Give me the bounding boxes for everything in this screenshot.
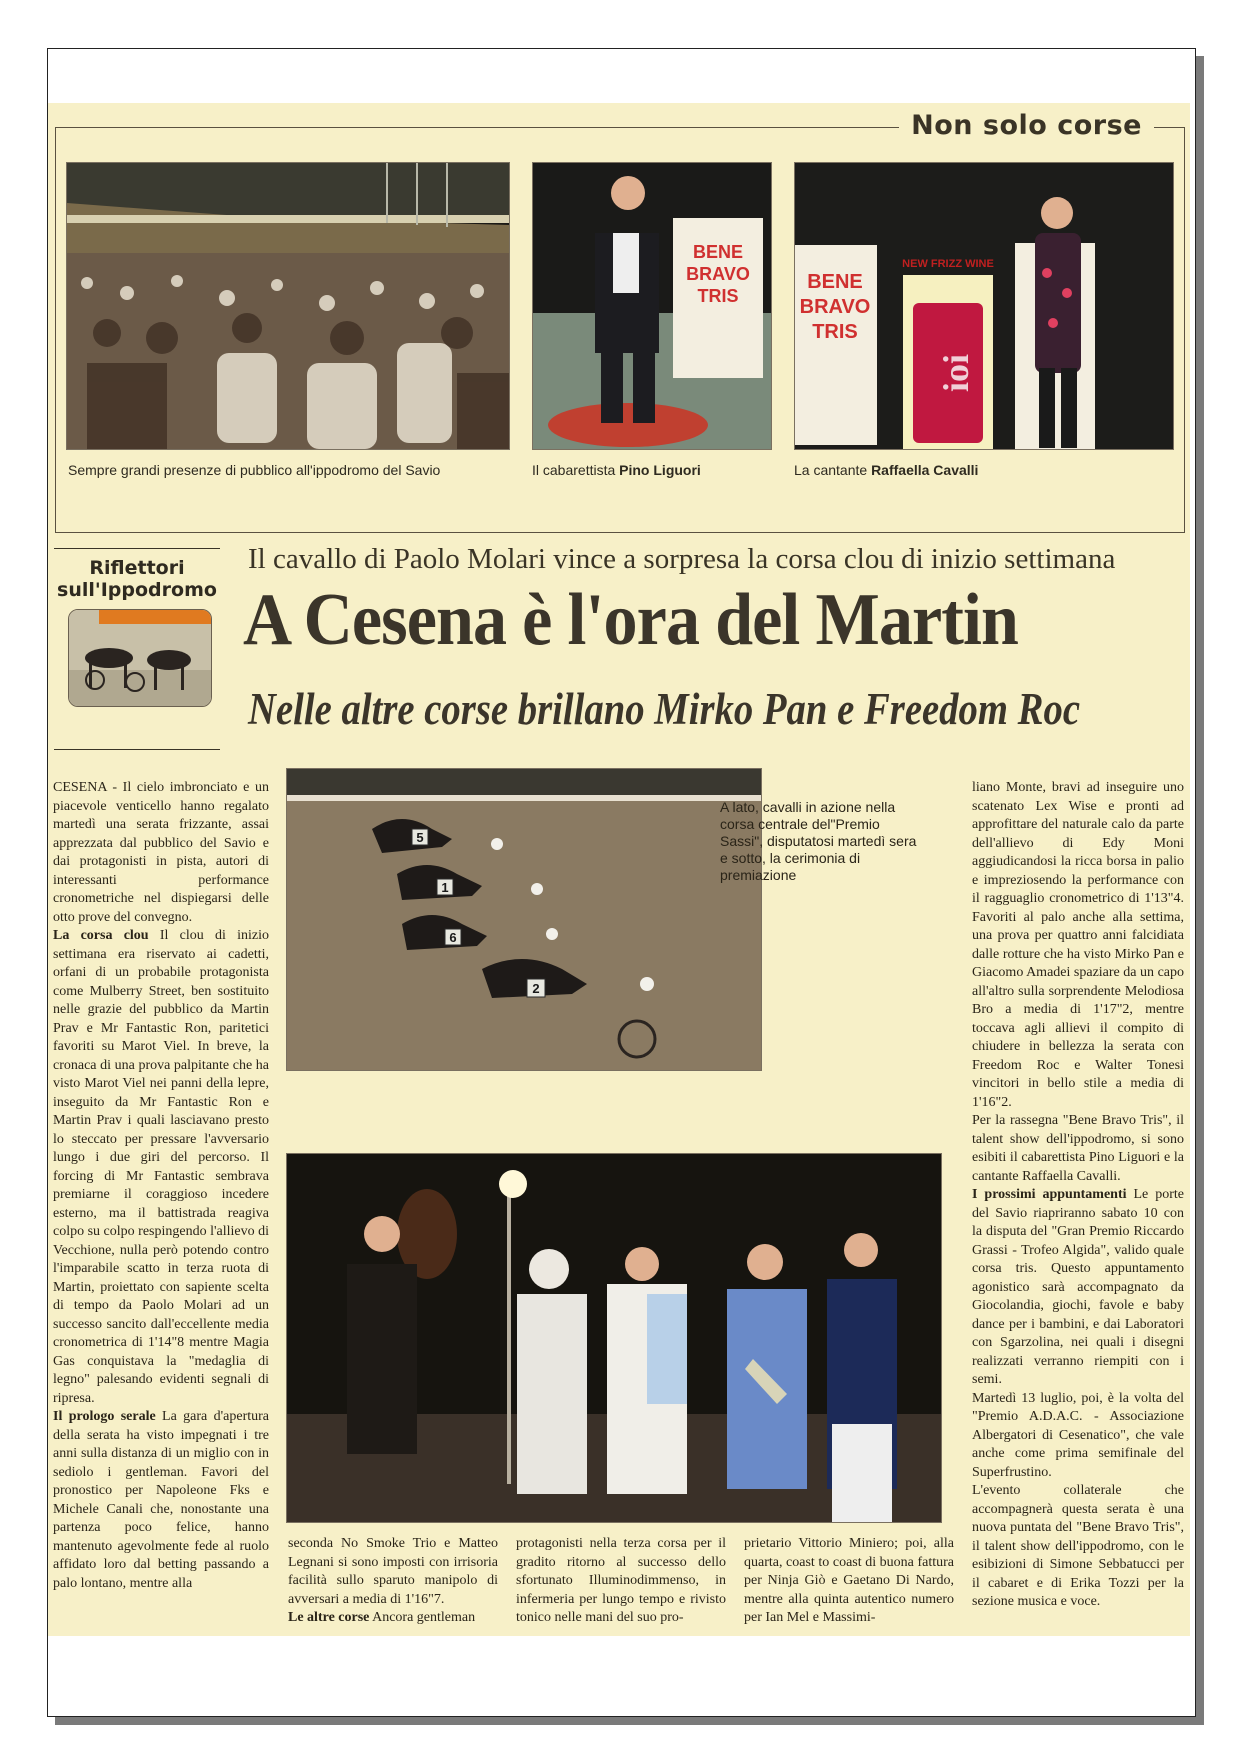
bene-sign-text-2: BENE bbox=[807, 271, 863, 293]
comedian-name: Pino Liguori bbox=[619, 462, 701, 478]
kicker-photo bbox=[68, 609, 212, 707]
paragraph-text: L'evento collaterale che accompagnerà questa serata è una nuova puntata del "Bene Bravo Tris", il talent show dell'ippodromo, con le esibizioni di Simone Sebbatucci per il cabaret e di Erika Tozzi per la sezione musica e voce. bbox=[972, 1483, 1184, 1609]
paragraph-lead: Le altre corse bbox=[288, 1610, 370, 1625]
comedian-caption-text: Il cabarettista bbox=[532, 462, 620, 478]
horse-number-5: 5 bbox=[416, 830, 424, 845]
ceremony-photo bbox=[286, 1153, 942, 1523]
bravo-sign-text-2: BRAVO bbox=[799, 296, 871, 318]
article-paragraph bbox=[972, 1390, 1184, 1483]
bravo-sign-text: BRAVO bbox=[686, 264, 750, 284]
paragraph-text: Le porte del Savio riapriranno sabato 10 con la disputa del "Gran Premio Riccardo Grassi - Trofeo Algida", valido quale corsa tris. Questo appuntamento agonistico sarà accompagnato da Giocolandia, giochi, favole e baby dance per i bambini, e dai Laboratori con Sgarzolina, nei quali i disegni realizzati verranno riempiti con i semi. bbox=[972, 1187, 1184, 1387]
tris-sign-text: TRIS bbox=[697, 286, 739, 306]
frizz-wine-text: NEW FRIZZ WINE bbox=[902, 258, 994, 270]
kicker-box bbox=[54, 548, 220, 750]
paragraph-lead: La corsa clou bbox=[53, 928, 149, 943]
horse-number-1: 1 bbox=[441, 880, 449, 895]
singer-photo bbox=[794, 162, 1174, 450]
article-paragraph bbox=[972, 779, 1184, 1112]
article-paragraph bbox=[288, 1609, 498, 1628]
singer-caption-text: La cantante bbox=[794, 462, 872, 478]
comedian-photo bbox=[532, 162, 772, 450]
article-paragraph bbox=[53, 927, 269, 1408]
article-paragraph bbox=[53, 1408, 269, 1593]
can-brand-text: ioi bbox=[936, 353, 976, 393]
paragraph-text: Per la rassegna "Bene Bravo Tris", il talent show dell'ippodromo, si sono esibiti il cabarettista Pino Liguori e la cantante Raffaella Cavalli. bbox=[972, 1113, 1184, 1184]
non-solo-corse-box bbox=[55, 110, 1185, 533]
paragraph-text: protagonisti nella terza corsa per il gradito ritorno al successo dello sfortunato Illuminodimmenso, in infermeria per lungo tempo e rivisto tonico nelle mani del suo pro- bbox=[516, 1536, 726, 1625]
article-paragraph bbox=[516, 1535, 726, 1628]
article-paragraph bbox=[972, 1482, 1184, 1612]
subhead: Nelle altre corse brillano Mirko Pan e Freedom Roc bbox=[248, 684, 1080, 734]
kicker: Riflettori sull'Ippodromo bbox=[57, 557, 217, 601]
paragraph-text: La gara d'apertura della serata ha visto impegnati i tre anni sulla distanza di un miglio con in sediolo i gentleman. Favori del pronostico per Napoleone Fks e Michele Canali che, nonostante una partenza poco felice, hanno mantenuto agevolmente fede al ruolo affidato loro dal betting passando a palo lontano, mentre alla bbox=[53, 1409, 269, 1591]
paragraph-lead: Il prologo serale bbox=[53, 1409, 156, 1424]
article-paragraph bbox=[288, 1535, 498, 1609]
race-photo bbox=[286, 768, 762, 1071]
horse-number-6: 6 bbox=[449, 930, 457, 945]
article-paragraph bbox=[744, 1535, 954, 1628]
tris-sign-text-2: TRIS bbox=[812, 321, 858, 343]
comedian-caption bbox=[532, 462, 701, 478]
article-paragraph bbox=[972, 1112, 1184, 1186]
singer-caption bbox=[794, 462, 978, 478]
article-column-5 bbox=[972, 779, 1184, 1612]
crowd-caption-text: Sempre grandi presenze di pubblico all'ippodromo del Savio bbox=[68, 462, 441, 478]
article-paragraph bbox=[972, 1186, 1184, 1390]
article-column-1 bbox=[53, 779, 269, 1593]
paragraph-text: Ancora gentleman bbox=[369, 1610, 476, 1625]
article-column-4 bbox=[744, 1535, 954, 1628]
paragraph-text: Martedì 13 luglio, poi, è la volta del "Premio A.D.A.C. - Associazione Albergatori di Cesenatico", che vale anche come prima semifinale del Superfrustino. bbox=[972, 1390, 1184, 1480]
horse-number-2: 2 bbox=[532, 981, 540, 996]
crowd-caption bbox=[68, 462, 440, 478]
headline: A Cesena è l'ora del Martin bbox=[243, 579, 1018, 661]
newspaper-clipping bbox=[48, 103, 1190, 1636]
article-column-2 bbox=[288, 1535, 498, 1628]
article-paragraph bbox=[53, 779, 269, 927]
paragraph-text: Il clou di inizio settimana era riservato ai cadetti, orfani di un probabile protagonista come Mulberry Street, ben sostituito nelle grazie del pubblico da Martin Prav e Mr Fantastic Ron, paritetici favoriti su Marot Viel. In breve, la cronaca di una prova palpitante che ha visto Marot Viel nei panni della lepre, inseguito da Mr Fantastic Ron e Martin Prav i quali lasciavano presto lo steccato per pressare l'avversario lungo i due giri del percorso. Il forcing di Mr Fantastic sembrava premiarne il coraggioso incedere esterno, ma il battistrada reagiva colpo su colpo respingendo l'allievo di Vecchione, nulla però potendo contro l'imparabile scatto in terza ruota di Martin, proiettato con sapiente scelta di tempo da Paolo Molari ad un successo sancito dall'eccellente media cronometrica di 1'14"8 mentre Magia Gas conquistava la "medaglia di legno" palesando evidenti segnali di ripresa. bbox=[53, 928, 269, 1406]
paragraph-text: liano Monte, bravi ad inseguire uno scatenato Lex Wise e pronti ad approfittare del naturale calo da parte dell'allievo di Edy Moni aggiudicandosi la ricca borsa in palio e impreziosendo la performance con il ragguaglio cronometrico di 1'13"4. Favoriti al palo anche alla settima, una prova per quattro anni falcidiata dalle rotture che ha visto Mirko Pan e Giacomo Amadei spaziare da un capo all'altro sulla sorprendente Melodiosa Bro a media di 1'17"2, mentre toccava agli allievi il compito di chiudere in bellezza la serata con Freedom Roc e Walter Tonesi vincitori in bello stile a media di 1'16"2. bbox=[972, 780, 1184, 1110]
singer-name: Raffaella Cavalli bbox=[871, 462, 979, 478]
paragraph-lead: I prossimi appuntamenti bbox=[972, 1187, 1127, 1202]
overline: Il cavallo di Paolo Molari vince a sorpresa la corsa clou di inizio settimana bbox=[248, 543, 1116, 575]
crowd-photo bbox=[66, 162, 510, 450]
bene-sign-text: BENE bbox=[692, 242, 744, 262]
paragraph-text: seconda No Smoke Trio e Matteo Legnani si sono imposti con irrisoria facilità sullo sparuto manipolo di avversari a media di 1'16"7. bbox=[288, 1536, 498, 1607]
article-column-3 bbox=[516, 1535, 726, 1628]
paragraph-text: prietario Vittorio Miniero; poi, alla quarta, coast to coast di buona fattura per Ninja Giò e Gaetano Di Nardo, mentre alla quinta autentico numero per Ian Mel e Massimi- bbox=[744, 1536, 954, 1625]
paragraph-text: CESENA - Il cielo imbronciato e un piacevole venticello hanno regalato martedì una serata frizzante, assai apprezzata dal pubblico del Savio e dai protagonisti in pista, autori di interessanti performance cronometriche nel dispiegarsi delle otto prove del convegno. bbox=[53, 780, 269, 925]
section-title: Non solo corse bbox=[899, 110, 1154, 141]
race-photo-caption: A lato, cavalli in azione nella corsa centrale del"Premio Sassi", disputatosi martedì sera e sotto, la cerimonia di premiazione bbox=[720, 799, 917, 883]
